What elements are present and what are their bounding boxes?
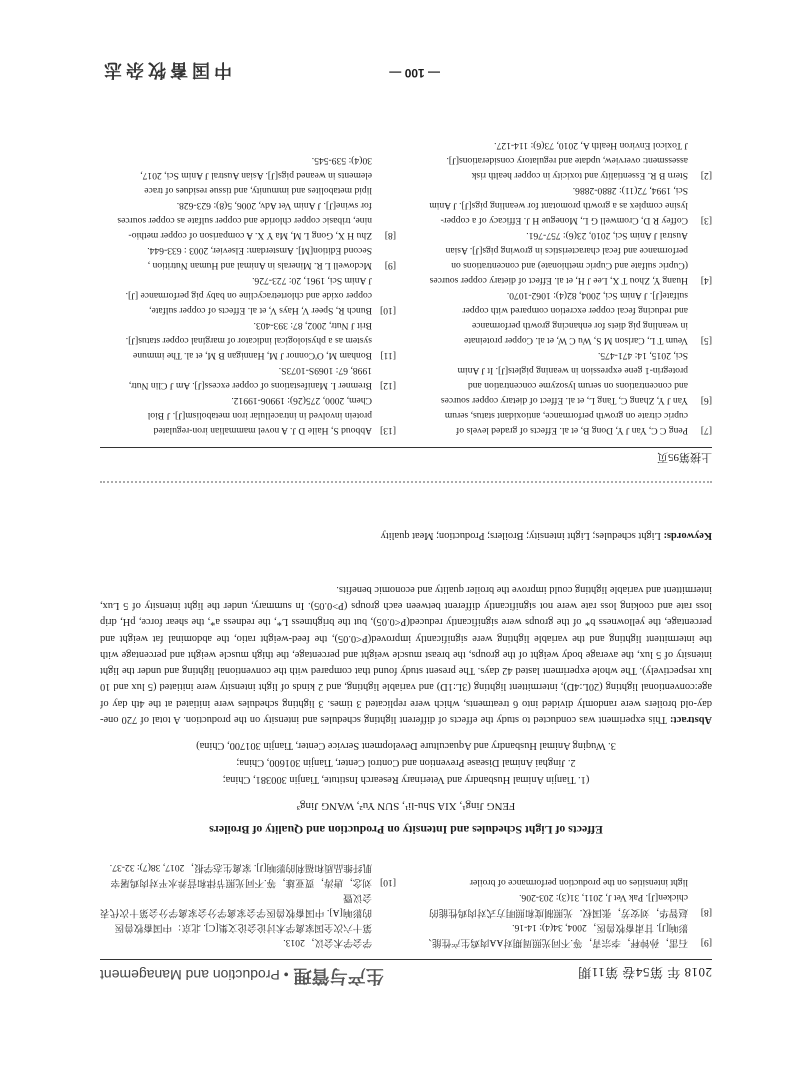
list-item: 影响[J]. 甘肃畜牧兽医，2004, 34(4): 14-16. <box>512 922 688 933</box>
list-item: (Cupric sulfate and Cupric methionate) and concentrations on <box>451 260 688 271</box>
list-item: lysine complex as a growth promotant for weanling pigs[J]. J Anim <box>429 200 688 211</box>
list-item: 肌纤维品质和福利的影响[J]. 家禽生态学报，2017, 38(7): 32-37. <box>109 862 372 873</box>
abstract-text: This experiment was conducted to study the effects of different lighting schedules and intensity on the production. A total of 720 one-day-old broilers were randomly divided into 6 treatments, which were replicated 3 times. 3 lighting schedules were initiated at the 4th day of age:conventional lighting (20L:4D), intermittent lighting (3L:1D) and variable lighting, and 2 kinds of light intensity were initiated (5 lux and 10 lux respectively). The whole experiment lasted 42 days. The present study found that compared with the conventional lighting and under the light intensity of 5 lux, the average body weight of the groups, the breast muscle weight and percentage, the thigh muscle weight and percentage with the intermittent lighting and the variable lighting were significantly improved(P<0.05), the feed-weight ratio, the abdominal fat weight and percentage, the yellowness b* of the groups were significantly reduced(P<0.05), but the brightness L*, the redness a*, the shear force, pH, drip loss rate and cooking loss rate were not significantly different between each groups (P>0.05). In summary, under the light intensity of 5 Lux, intermittent and variable lighting could improve the broiler quality and economic benefits. <box>100 583 712 725</box>
list-item: [10] 刘念，唐涛，贾亚雄，等.不同光照节律和营养水平对肉鸡屠宰 <box>110 877 396 888</box>
abstract-label: Abstract: <box>669 714 712 725</box>
list-item: copper oxide and chlortetracycline on baby pig performance [J]. <box>125 290 372 301</box>
bottom-references <box>100 138 712 438</box>
list-item: elements in weaned pigs[J]. Asian Austral J Anim Sci, 2017, <box>140 170 372 181</box>
list-item: [13] Abboud S, Haile D J. A novel mammalian iron-regulated <box>153 425 396 436</box>
list-item: [10] Bunch R, Speer V, Hays V, et al. Effects of copper sulfate, <box>149 305 396 316</box>
list-item: Sci, 2015, 14: 471-475. <box>597 350 688 361</box>
section-title-cn: 生产与管理 <box>293 966 384 986</box>
list-item: and reducing fecal copper excretion compared with copper <box>462 305 688 316</box>
list-item: [3] Coffey R D, Cromwell G L, Monegue H J. Efficacy of a copper- <box>440 215 712 226</box>
list-item: and concentrations on serum lysozyme concentration and <box>467 380 688 391</box>
author-list: FENG Jing¹, XIA Shu-li¹, SUN Yu², WANG Jing³ <box>296 800 516 812</box>
list-item: 30(4): 539-545. <box>311 155 372 166</box>
keywords-label: Keywords: <box>663 530 712 541</box>
header-rule <box>100 959 712 960</box>
keywords-text: Light schedules; Light intensity; Broilers; Production; Meat quality <box>380 530 661 541</box>
top-references <box>100 860 712 950</box>
list-item: [5] Veum T L, Carlson M S, Wu C W, et al. Copper proteinate <box>464 335 712 346</box>
list-item: [11] Bonham M, O'Connor J M, Hannigan B M, et al. The immune <box>133 350 396 361</box>
continuation-rule <box>100 447 712 448</box>
abstract <box>100 580 712 727</box>
affiliation-line: 2. Jinghai Animal Disease Prevention and Control Center, Tianjin 301600, China; <box>236 757 576 768</box>
list-item: Brit J Nutr, 2002, 87: 393-403. <box>253 320 372 331</box>
list-item: [2] Stern B R. Essentiality and toxicity in copper health risk <box>471 170 712 181</box>
continued-note: 上接第95页 <box>657 451 712 463</box>
list-item: J Anim Sci, 1961, 20: 723-726. <box>252 275 372 286</box>
list-item: Austral J Anim Sci, 2010, 23(6): 757-761. <box>526 230 688 241</box>
list-item: for swine[J]. J Anim Vet Adv, 2006, 5(8): 623-628. <box>176 200 372 211</box>
issue-info: 2018 年 第54卷 第11期 <box>577 965 712 980</box>
list-item: [12] Bremner I. Manifestations of copper excess[J]. Am J Clin Nutr, <box>128 380 396 391</box>
bottom-references-left <box>416 138 712 438</box>
list-item: assessment: overview, update and regulatory considerations[J]. <box>446 155 688 166</box>
top-references-right <box>100 860 396 950</box>
list-item: Sci, 1994, 72(11): 2880-2886. <box>572 185 688 196</box>
list-item: J Toxicol Environ Health A, 2010, 73(6): 114-127. <box>494 140 688 151</box>
section-divider <box>100 481 712 483</box>
running-header <box>100 964 712 984</box>
list-item: [9] 石雷，孙钟秤，李宗青，等.不同光照周期对AA肉鸡生产性能、 <box>422 937 712 948</box>
affiliation-line: 3. Wuqing Animal Husbandry and Aquaculture Development Service Center, Tianjin 301700, China) <box>196 740 616 751</box>
list-item: Second Edition[M]. Amsterdam: Elsevier, 2003 : 633-644. <box>147 245 372 256</box>
list-item: system as a physiological indicator of marginal copper status[J]. <box>125 335 372 346</box>
affiliation-line: (1. Tianjin Animal Husbandry and Veterinary Research Institute, Tianjin 300381, China; <box>222 774 590 785</box>
list-item: [8] Zhu H X, Gong L M, Ma Y X. A comparison of copper methio- <box>128 230 396 241</box>
list-item: [7] Peng C C, Yan J Y, Dong B, et al. Effects of graded levels of <box>456 425 712 436</box>
list-item: chicken[J]. Pak Vet J, 2011, 31(3): 203-206. <box>519 892 688 903</box>
list-item: 第十六次全国家禽学术讨论会论文集[C]. 北京：中国畜牧兽医 <box>114 922 372 933</box>
list-item: nine, tribasic copper chloride and copper sulfate as copper sources <box>117 215 372 226</box>
top-references-left <box>416 860 712 950</box>
list-item: [9] Mcdowell L R. Minerals in Animal and Human Nutrition , <box>147 260 396 271</box>
section-title <box>100 964 384 990</box>
list-item: in weanling pig diets for enhancing growth performance <box>471 320 688 331</box>
page-number: — 100 — <box>389 66 440 80</box>
list-item: 学会学术会议，2013. <box>283 937 372 948</box>
list-item: sulfate[J]. J Anim Sci, 2004, 82(4): 1062-1070. <box>506 290 688 301</box>
list-item: Chem, 2000, 275(26): 19906-19912. <box>231 395 372 406</box>
list-item: [4] Huang Y, Zhou T X, Lee J H, et al. Effect of dietary copper sources <box>429 275 712 286</box>
list-item: 1998, 67: 1069S-1073S. <box>278 365 372 376</box>
article-title: Effects of Light Schedules and Intensity on Production and Quality of Broilers <box>209 823 603 837</box>
section-title-en: • Production and Management <box>100 967 289 983</box>
affiliations <box>100 737 712 788</box>
list-item: performance and fecal characteristics in growing pigs[J]. Asian <box>445 245 688 256</box>
list-item: protein involved in intracellular iron metabolism[J]. J Biol <box>147 410 372 421</box>
list-item: protegrin-1 gene expression in weaning piglets[J]. It J Anim <box>457 365 688 376</box>
list-item: light intensities on the production performance of broiler <box>469 877 688 888</box>
list-item: 的影响[A]. 中国畜牧兽医学会家禽学分会家禽学分会第十次代表会议暨 <box>100 892 372 918</box>
bottom-references-right <box>100 138 396 438</box>
journal-name: 中国畜牧杂志 <box>100 60 232 80</box>
keywords <box>100 530 712 541</box>
list-item: [8] 赵智华，刘安芳，张国权．光照制度和照明方式对肉鸡性能的 <box>428 907 712 918</box>
list-item: [6] Yan J Y, Zhang C, Tang L, et al. Effect of dietary copper sources <box>440 395 712 406</box>
list-item: cupric citrate on growth performance, antioxidant status, serum <box>444 410 688 421</box>
list-item: lipid metabolites and immunity, and tissue residues of trace <box>144 185 372 196</box>
